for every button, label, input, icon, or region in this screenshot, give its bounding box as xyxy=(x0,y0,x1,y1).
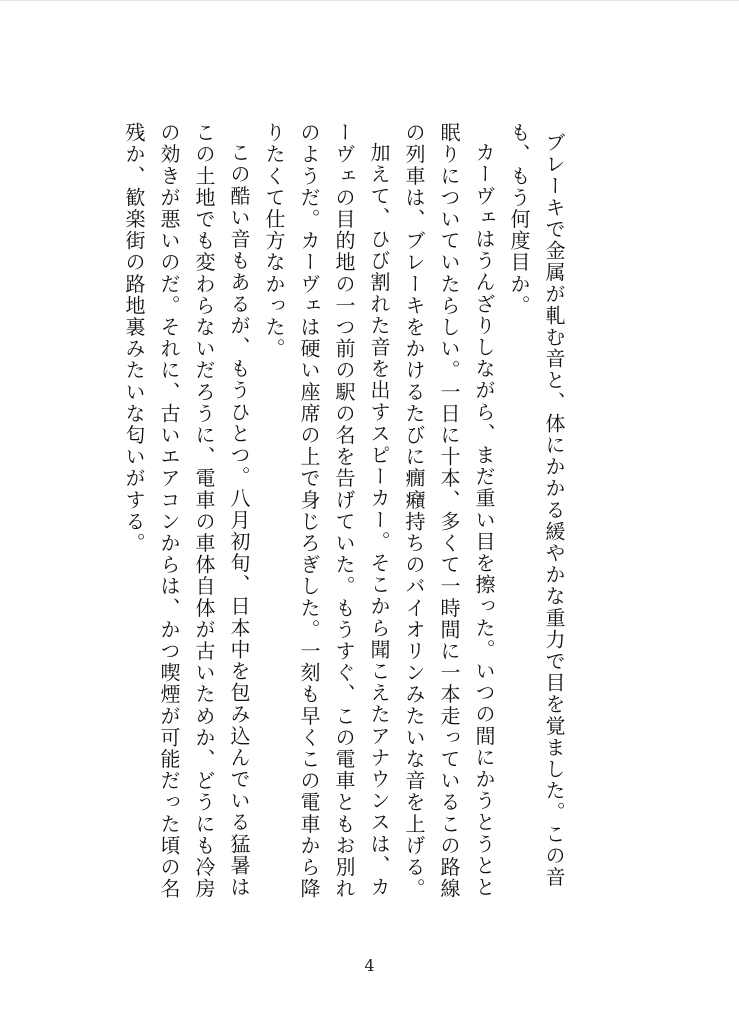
vertical-text-block xyxy=(116,122,571,912)
paragraph-1: ブレーキで金属が軋む音と、体にかかる緩やかな重力で目を覚ました。この音も、もう何度目か。 xyxy=(507,122,566,888)
page-number: 4 xyxy=(364,956,375,975)
paragraph-2: カーヴェはうんざりしながら、まだ重い目を擦った。いつの間にかうとうとと眠りについていたらしい。一日に十本、多くて一時間に一本走っているこの路線の列車は、ブレーキをかけるたびに癇癪持ちのバイオリンみたいな音を上げる。 xyxy=(402,122,496,900)
paragraph-4: この酷い音もあるが、もうひとつ。八月初旬、日本中を包み込んでいる猛暑はこの土地でも変わらないだろうに、電車の車体自体が古いためか、どうにも冷房の効きが悪いのだ。それに、古いエアコンからは、かつ喫煙が可能だった頃の名残か、歓楽街の路地裏みたいな匂いがする。 xyxy=(122,122,251,900)
paragraph-3: 加えて、ひび割れた音を出すスピーカー。そこから聞こえたアナウンスは、カーヴェの目的地の一つ前の駅の名を告げていた。もうすぐ、この電車ともお別れのようだ。カーヴェは硬い座席の上で身じろぎした。一刻も早くこの電車から降りたくて仕方なかった。 xyxy=(262,122,391,900)
top-border xyxy=(0,0,739,1)
